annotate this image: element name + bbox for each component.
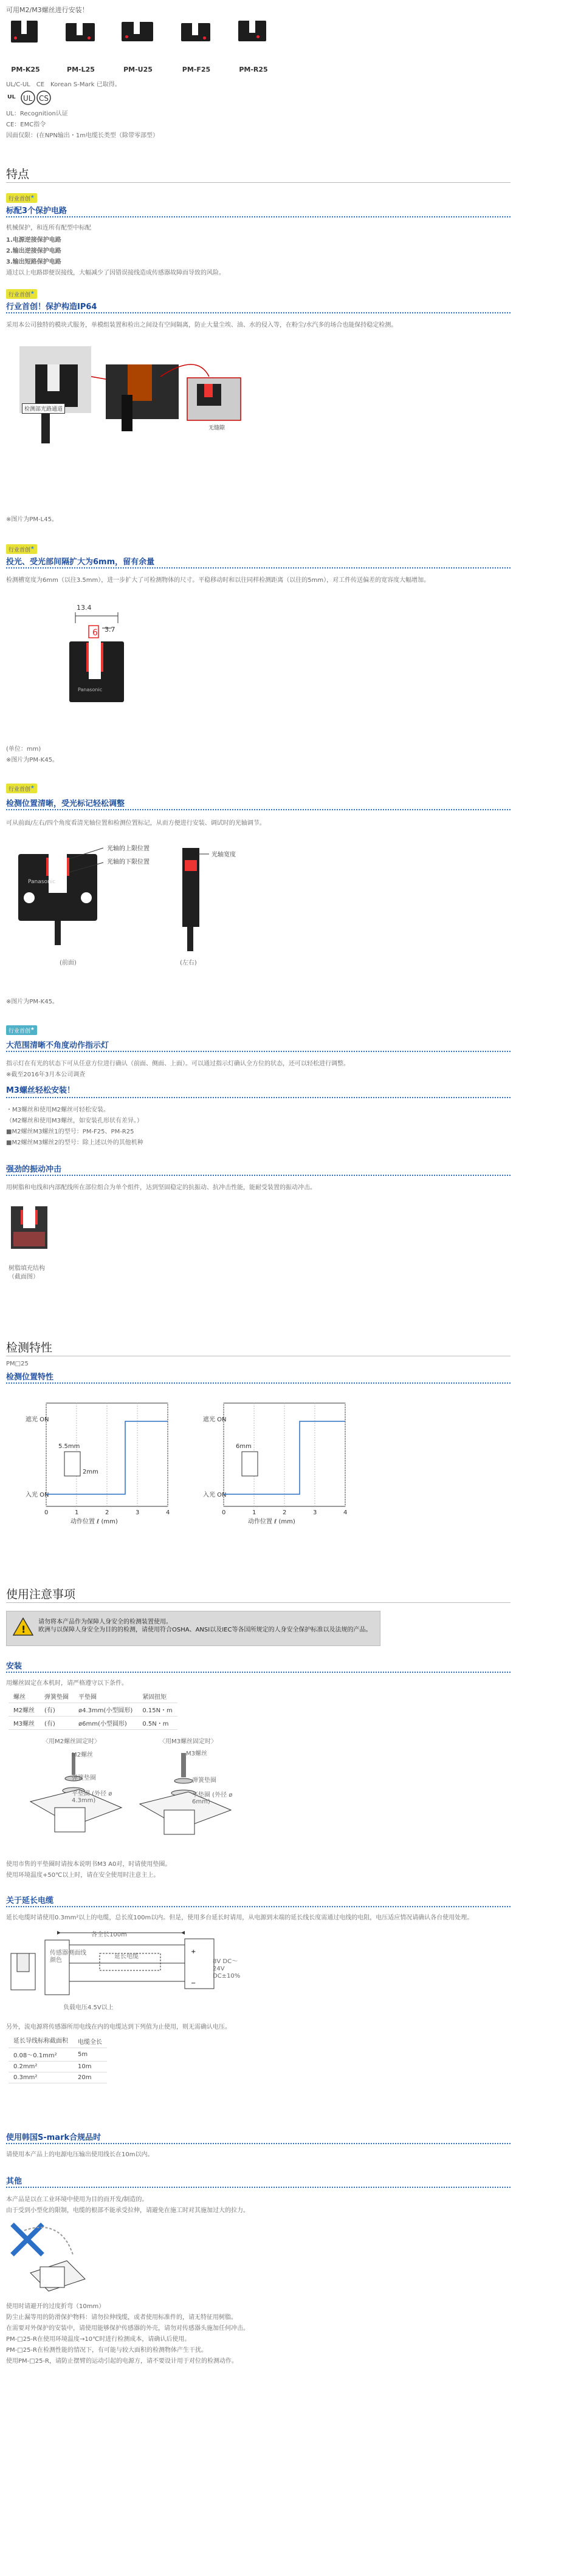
warning-text: 请勿将本产品作为保障人身安全的检测装置使用。 [38, 1619, 172, 1625]
resistance-table [9, 2035, 107, 2083]
diagram-label: 弹簧垫圈 [192, 1777, 216, 1784]
warning-icon [13, 1618, 33, 1638]
svg-text:+: + [191, 1949, 196, 1955]
product-image-pm-r25 [238, 21, 266, 41]
section-text: 用树脂和电线和内部配线所在部位组合为单个组件，达到坚固稳定的抗振动、抗冲击性能，能耐受装置的振动冲击。 [6, 1184, 316, 1191]
model-label: PM-L25 [67, 66, 95, 73]
table-row [9, 1703, 177, 1717]
image-caption: ※图片为PM-K45。 [6, 999, 58, 1005]
dimension-label: 6 [92, 628, 98, 638]
svg-text:!: ! [21, 1624, 26, 1635]
warning-box [6, 1611, 380, 1646]
list-item: ■M2螺丝M3螺丝2的型号：除上述以外的其他机种 [6, 1139, 143, 1146]
x-tick-label: 3 [136, 1509, 140, 1516]
tag-industry-first: 行业首创★ [6, 193, 37, 203]
model-label: PM-U25 [123, 66, 153, 73]
divider [6, 1051, 511, 1052]
x-tick-label: 2 [105, 1509, 109, 1516]
image-caption: ※图片为PM-K45。 [6, 757, 58, 764]
product-image-pm-k25 [11, 21, 38, 43]
x-tick-label: 4 [166, 1509, 170, 1516]
cable-bend-illustration [6, 2218, 91, 2297]
view-label: (左右) [180, 960, 197, 966]
detection-chart-2 [202, 1391, 366, 1537]
diagram-label: 〈用M2螺丝固定时〉 [43, 1738, 100, 1745]
model-label: PM-F25 [182, 66, 211, 73]
diagram-label: 弹簧垫圈 [72, 1775, 96, 1782]
section-text: 延长电缆时请使用0.3mm²以上的电缆，总长度100m以内。但是，使用多台延长时请用，从电源到末端的延长线长度需通过电线的电阻，电压适应情况请确认各台使用处理。 [6, 1915, 473, 1921]
product-image-pm-f25 [181, 23, 210, 41]
tag-industry-first: 行业首创★ [6, 289, 37, 299]
svg-text:CS: CS [39, 94, 49, 103]
table-row [9, 2072, 107, 2083]
x-tick-label: 2 [283, 1509, 287, 1516]
diagram-label: 8V DC～24V DC±10% [213, 1958, 241, 1980]
divider [6, 182, 511, 183]
diagram-label: 〈用M3螺丝固定时〉 [159, 1738, 217, 1745]
tag-industry-first: 行业首创★ [6, 1025, 37, 1035]
svg-text:−: − [191, 1980, 196, 1987]
svg-text:Panasonic: Panasonic [78, 687, 103, 692]
table-cell: ø4.3mm(小型圆形) [74, 1703, 137, 1717]
table-cell: (有) [40, 1717, 74, 1730]
divider [6, 2143, 511, 2144]
callout-label: 无缝隙 [207, 423, 227, 432]
cert-logos [7, 90, 52, 106]
divider [6, 1906, 511, 1907]
section-text: 使用市售的平垫圈时请按本说明书M3 A0对，时请使用垫圈。 [6, 1861, 171, 1868]
illustration-label: 树脂填充结构 （截面图） [9, 1265, 45, 1280]
section-title: M3螺丝轻松安装！ [6, 1086, 75, 1095]
divider [6, 1097, 511, 1098]
product-image-pm-l25 [66, 23, 95, 41]
section-title: 关于延长电缆 [6, 1896, 54, 1905]
y-label-top: 遮光 ON [26, 1416, 49, 1423]
table-header: 弹簧垫圈 [40, 1690, 74, 1703]
table-cell: (有) [40, 1703, 74, 1717]
table-row [9, 2048, 107, 2062]
section-title: 投光、受光部间隔扩大为6mm，留有余量 [6, 558, 155, 567]
note-item: 在需要对外保护的安装中，请使用能够保护传感器的外壳，请勿对传感器头施加任何冲击。 [6, 2325, 249, 2332]
tag-industry-first: 行业首创★ [6, 544, 37, 554]
section-text: 通过以上电路即便误接线，大幅减少了因错误接线造成传感器故障而导致的风险。 [6, 270, 225, 276]
y-label-bottom: 入光 ON [26, 1492, 49, 1498]
section-text: 采用本公司独特的模块式服务，单模组装置和检出之间设有空间隔离，防止大量尘埃、油、水的侵入等，在粉尘/水汽多的场合也能保持稳定检测。 [6, 322, 397, 329]
table-header: 平垫圈 [74, 1690, 137, 1703]
image-caption: ※图片为PM-L45。 [6, 516, 58, 523]
divider [6, 809, 511, 810]
x-tick-label: 0 [222, 1509, 226, 1516]
table-cell: M3螺丝 [9, 1717, 40, 1730]
diagram-label: 各全长100m [91, 1932, 127, 1938]
list-item: 3.输出短路保护电路 [6, 259, 61, 265]
callout-label: 光轴的上限位置 [107, 846, 150, 852]
section-text: 用螺丝固定在本机时，请严格遵守以下条件。 [6, 1680, 128, 1687]
section-text: 使用环境温度+50℃以上时，请在安全使用时注意主上。 [6, 1872, 160, 1879]
cert-line: UL/C-UL CE Korean S-Mark 已取得。 [6, 81, 121, 88]
y-label-top: 遮光 ON [203, 1416, 227, 1423]
list-item: （M2螺丝和使用M3螺丝，如安装孔形状有差异。） [6, 1118, 143, 1124]
dimension-label: 3.7 [105, 626, 115, 634]
x-tick-label: 1 [75, 1509, 79, 1516]
section-text: 指示灯在有光的状态下可从任意方位进行确认（前面、侧面、上面）。可以通过指示灯确认全方位的状态，还可以轻松进行调整。 [6, 1061, 349, 1067]
list-item: 2.输出逆接保护电路 [6, 248, 61, 255]
divider [6, 1382, 511, 1384]
diagram-label: 平垫圈 (外径 ø 4.3mm) [72, 1791, 112, 1804]
detection-title: 检测特性 [6, 1341, 53, 1355]
divider [6, 2187, 511, 2188]
table-cell: 0.2mm² [9, 2062, 73, 2072]
diagram-label: 负载电压4.5V以上 [63, 2004, 114, 2011]
annotation-label: 2mm [83, 1469, 98, 1475]
section-title: 使用韩国S-mark合规品时 [6, 2133, 101, 2142]
usage-title: 使用注意事项 [6, 1588, 76, 1601]
section-title: 安装 [6, 1662, 22, 1671]
unit-note: (单位：mm) [6, 746, 41, 753]
sensor-sketch [64, 1452, 80, 1476]
divider [6, 1175, 511, 1176]
list-item: ・M3螺丝和使用M2螺丝可轻松安装。 [6, 1107, 109, 1113]
diagram-label: 传感器侧面线颜色 [50, 1950, 86, 1964]
section-text: 检测槽宽度为6mm（以往3.5mm），进一步扩大了可检测物体的尺寸。平稳移动时和以往同样检测距离（以往的5mm），对工件传送偏差的宽容度大幅增加。 [6, 577, 430, 584]
divider [6, 567, 511, 569]
callout-label: 光轴宽度 [212, 852, 236, 858]
table-header: 紧固扭矩 [137, 1690, 177, 1703]
divider [6, 1672, 511, 1673]
divider [6, 312, 511, 313]
dimension-label: 13.4 [77, 604, 92, 612]
table-header: 螺丝 [9, 1690, 40, 1703]
table-cell: 0.15N・m [137, 1703, 177, 1717]
table-header: 电缆全长 [73, 2035, 107, 2048]
cert-line: CE：EMC指令 [6, 121, 46, 128]
list-item: ■M2螺丝M3螺丝1的型号：PM-F25、PM-R25 [6, 1129, 134, 1135]
detection-chart-1 [24, 1391, 188, 1537]
detection-subtitle: PM□25 [6, 1361, 29, 1367]
x-tick-label: 4 [343, 1509, 348, 1516]
diagram-label: 平垫圈 (外径 ø 6mm) [192, 1792, 233, 1805]
section-title: 检测位置清晰，受光标记轻松调整 [6, 799, 125, 808]
install-table [9, 1690, 177, 1730]
table-cell: 0.08～0.1mm² [9, 2048, 73, 2062]
section-text: 可从前面/左右/四个角度看清光轴位置和检测位置标记，从而方便进行安装、调试时的光轴调节。 [6, 820, 266, 827]
table-cell: 0.5N・m [137, 1717, 177, 1730]
section-title: 其他 [6, 2177, 22, 2186]
table-cell: 20m [73, 2072, 107, 2083]
annotation-label: 5.5mm [58, 1443, 80, 1450]
divider [6, 216, 511, 217]
cert-line: UL：Recognition认证 [6, 111, 68, 117]
section-text: 另外，流电源将传感器所用电线在内的电缆达到下列值为止使用，则无需确认电压。 [6, 2024, 231, 2031]
features-title: 特点 [6, 168, 30, 181]
table-cell: 0.3mm² [9, 2072, 73, 2083]
model-label: PM-R25 [239, 66, 268, 73]
x-tick-label: 3 [313, 1509, 317, 1516]
table-cell: ø6mm(小型圆形) [74, 1717, 137, 1730]
model-label: PM-K25 [11, 66, 40, 73]
cross-section-illustration [9, 1200, 57, 1261]
section-title: 强劲的振动冲击 [6, 1165, 62, 1174]
section-text: 机械保护，和连所有配型中标配 [6, 225, 91, 231]
svg-text:UL: UL [23, 94, 33, 103]
section-title: 行业首创！保护构造IP64 [6, 302, 97, 312]
annotation-label: 6mm [236, 1443, 252, 1450]
section-title: 标配3个保护电路 [6, 207, 67, 216]
sensor-sketch [242, 1452, 258, 1476]
table-cell: 5m [73, 2048, 107, 2062]
section-text: 由于受到小型化的限制，电缆的根部不能承受拉伸，请避免在施工时对其施加过大的拉力。 [6, 2207, 249, 2214]
section-title: 大范围清晰不角度动作指示灯 [6, 1041, 109, 1050]
list-item: 1.电源逆接保护电路 [6, 237, 61, 244]
x-axis-label: 动作位置 ℓ (mm) [70, 1519, 118, 1525]
note-item: 使用时请避开的过度折弯（10mm） [6, 2303, 105, 2310]
callout-label: 检测部光路通道 [22, 403, 65, 414]
x-axis-label: 动作位置 ℓ (mm) [248, 1519, 295, 1525]
table-header: 延长导线标称截面积 [9, 2035, 73, 2048]
x-tick-label: 1 [252, 1509, 256, 1516]
tag-industry-first: 行业首创★ [6, 784, 37, 793]
warning-text: 欧洲与以保障人身安全为目的的检测，请使用符合OSHA、ANSI以及IEC等各国所规定的人身安全保护标准以及法规的产品。 [38, 1627, 372, 1633]
table-row [9, 2062, 107, 2072]
table-cell: M2螺丝 [9, 1703, 40, 1717]
y-label-bottom: 入光 ON [203, 1492, 227, 1498]
table-row [9, 1717, 177, 1730]
note-item: 使用PM-□25-R，请防止摆臂的运动引起的电源方，请不要设计用于对位的检测动作。 [6, 2358, 238, 2365]
section-text: 请使用本产品上的电源电压输出使用线长在10m以内。 [6, 2151, 154, 2158]
product-image-pm-u25 [122, 22, 153, 41]
diagram-label: 延长电缆 [114, 1953, 139, 1960]
chart-title: 检测位置特性 [6, 1373, 54, 1382]
note-item: PM-□25-R在使用环境温度→10℃时进行检测成本，请确认后使用。 [6, 2336, 191, 2343]
diagram-label: M2螺丝 [72, 1752, 93, 1758]
note-item: 防尘止漏等用的防滑保护物料：请勿拉伸线缆，或者使用标准件的，请无特征用树脂。 [6, 2314, 237, 2321]
table-cell: 10m [73, 2062, 107, 2072]
diagram-label: M3螺丝 [186, 1751, 207, 1757]
ip64-illustration [15, 340, 246, 456]
x-tick-label: 0 [44, 1509, 49, 1516]
cert-line: 因面仅限：(在NPN输出・1m电缆长类型（除带零部型） [6, 132, 159, 139]
svg-text:Panasonic: Panasonic [28, 879, 56, 885]
header-note: 可用M2/M3螺丝进行安装！ [6, 6, 89, 14]
view-label: (前面) [60, 960, 77, 966]
section-text: 本产品是以在工业环境中使用为目的而开发/制造的。 [6, 2196, 148, 2203]
section-note: ※截至2016年3月本公司调查 [6, 1071, 86, 1078]
divider [6, 1602, 511, 1603]
svg-text:ᵁᴸ: ᵁᴸ [7, 93, 16, 104]
callout-label: 光轴的下限位置 [107, 859, 150, 866]
note-item: PM-□25-R在检测性能的情况下，有可能与较大面积的检测物体产生干扰。 [6, 2347, 207, 2354]
